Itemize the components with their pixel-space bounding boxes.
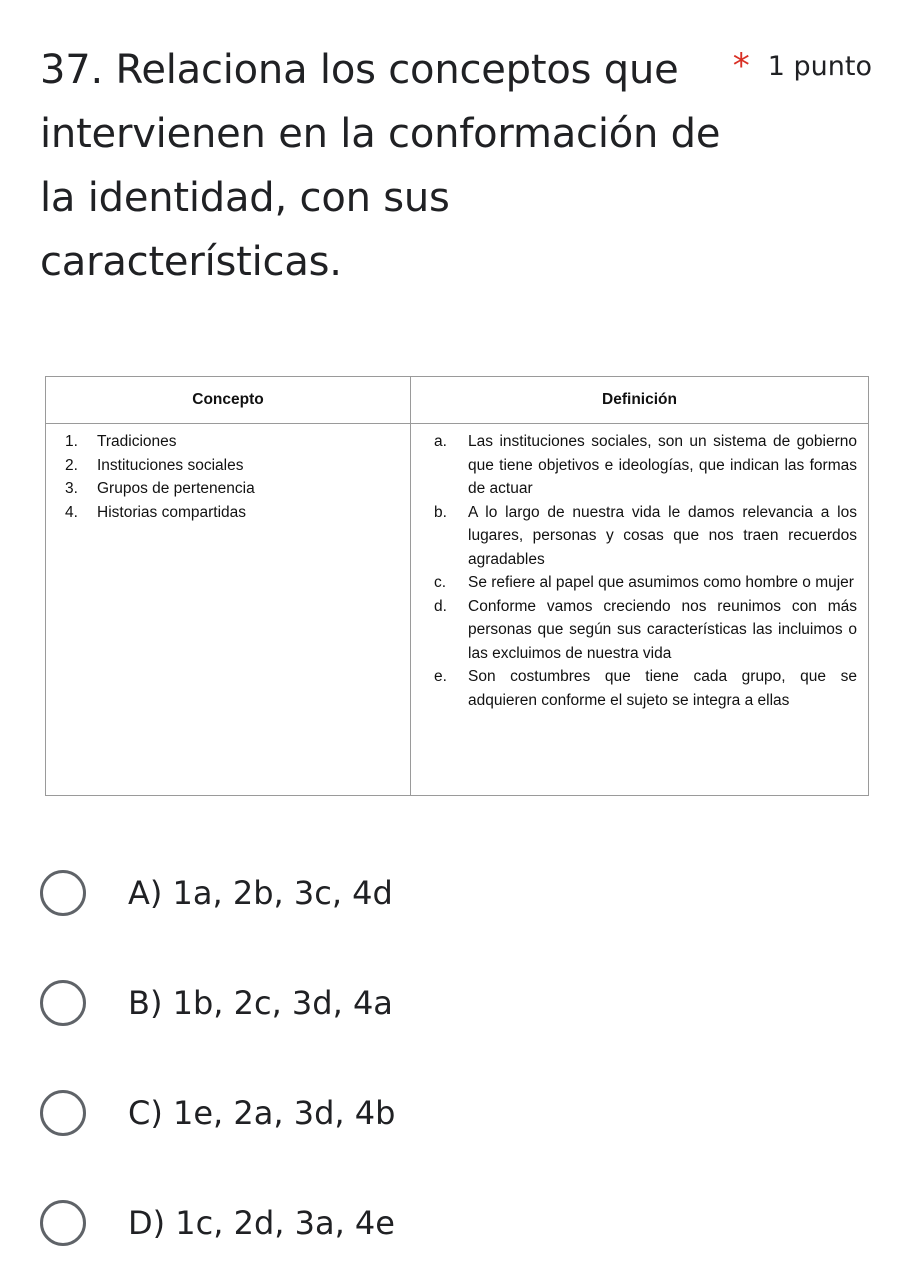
concept-item: 2. Instituciones sociales — [65, 456, 244, 474]
question-header — [40, 38, 880, 294]
option-label[interactable]: A) 1a, 2b, 3c, 4d — [128, 874, 393, 912]
radio-circle-icon[interactable] — [40, 980, 86, 1026]
header-definition: Definición — [411, 377, 869, 424]
option-b[interactable] — [40, 948, 395, 1058]
definition-cell — [411, 424, 869, 796]
concept-list — [47, 430, 409, 524]
definition-item: d. Conforme vamos creciendo nos reunimos con más personas que según sus características las incluimos o las excluimos de nuestra vida — [434, 597, 857, 662]
concept-cell — [46, 424, 411, 796]
required-star-icon: * — [732, 46, 750, 86]
option-label[interactable]: C) 1e, 2a, 3d, 4b — [128, 1094, 396, 1132]
concept-definition-table — [45, 376, 869, 796]
definition-list — [412, 430, 867, 712]
definition-item: c. Se refiere al papel que asumimos como hombre o mujer — [434, 574, 854, 591]
option-label[interactable]: B) 1b, 2c, 3d, 4a — [128, 984, 393, 1022]
radio-circle-icon[interactable] — [40, 1090, 86, 1136]
definition-item: a. Las instituciones sociales, son un sistema de gobierno que tiene objetivos e ideologías, que indican las formas de actuar — [434, 433, 857, 497]
concept-item: 1. Tradiciones — [65, 433, 177, 450]
concept-item: 3. Grupos de pertenencia — [65, 480, 255, 497]
definition-item: e. Son costumbres que tiene cada grupo, que se adquieren conforme el sujeto se integra a ellas — [434, 668, 857, 709]
points-indicator — [733, 44, 872, 84]
radio-circle-icon[interactable] — [40, 870, 86, 916]
answer-options — [40, 838, 395, 1278]
option-c[interactable] — [40, 1058, 395, 1168]
option-label[interactable]: D) 1c, 2d, 3a, 4e — [128, 1204, 395, 1242]
definition-item: b. A lo largo de nuestra vida le damos relevancia a los lugares, personas y cosas que nos traen recuerdos agradables — [434, 503, 857, 568]
concept-item: 4. Historias compartidas — [65, 503, 247, 521]
header-concept: Concepto — [46, 377, 411, 424]
radio-circle-icon[interactable] — [40, 1200, 86, 1246]
option-a[interactable] — [40, 838, 395, 948]
question-title: 37. Relaciona los conceptos que intervienen en la conformación de la identidad, con sus características. — [40, 47, 721, 285]
option-d[interactable] — [40, 1168, 395, 1278]
points-label: 1 punto — [767, 51, 872, 82]
